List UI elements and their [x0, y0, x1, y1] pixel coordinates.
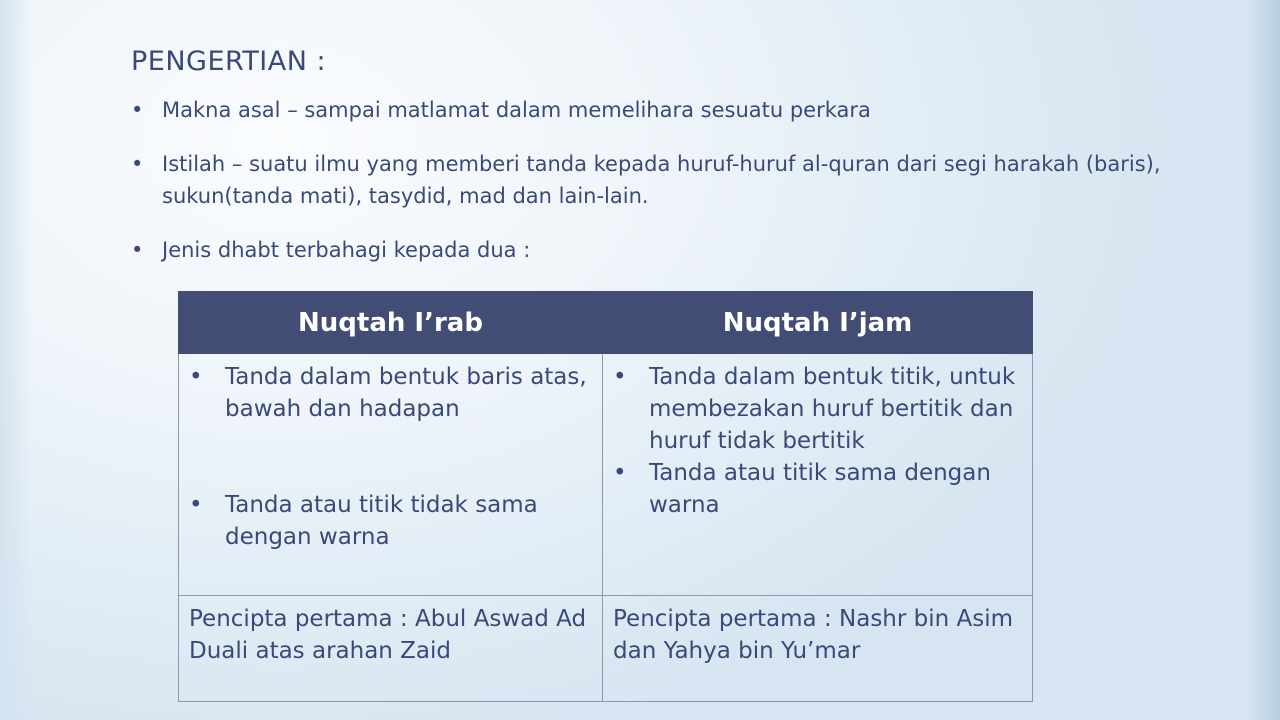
- table-header-row: [179, 292, 1033, 354]
- bullet-dot: •: [613, 364, 627, 390]
- table-row-description: [179, 354, 1033, 596]
- bullet-text: Makna asal – sampai matlamat dalam memelihara sesuatu perkara: [162, 98, 871, 122]
- list-item: [613, 361, 1032, 457]
- cell-irab-creator: Pencipta pertama : Abul Aswad Ad Duali atas arahan Zaid: [179, 596, 603, 702]
- list-item-text: Tanda atau titik sama dengan warna: [649, 460, 991, 518]
- slide-right-edge: [1246, 0, 1280, 720]
- bullet-item-istilah: [131, 148, 1191, 212]
- list-item-text: Tanda dalam bentuk titik, untuk membezakan huruf bertitik dan huruf tidak bertitik: [649, 364, 1016, 454]
- comparison-table: [178, 291, 1033, 702]
- cell-ijam-description: [603, 354, 1033, 596]
- list-item-text: Tanda atau titik tidak sama dengan warna: [225, 492, 538, 550]
- cell-ijam-creator: Pencipta pertama : Nashr bin Asim dan Yahya bin Yu’mar: [603, 596, 1033, 702]
- bullet-dot: •: [131, 238, 144, 262]
- bullet-text: Jenis dhabt terbahagi kepada dua :: [162, 238, 531, 262]
- list-item-text: Tanda dalam bentuk baris atas, bawah dan hadapan: [225, 364, 587, 422]
- bullet-dot: •: [131, 98, 144, 122]
- header-nuqtah-ijam: Nuqtah I’jam: [603, 292, 1033, 354]
- bullet-dot: •: [613, 460, 627, 486]
- bullet-item-makna-asal: [131, 94, 1191, 126]
- bullet-list: [131, 94, 1191, 288]
- list-item: [189, 361, 602, 425]
- cell-irab-description: [179, 354, 603, 596]
- irab-list: [179, 354, 602, 553]
- slide-left-edge: [0, 0, 32, 720]
- header-nuqtah-irab: Nuqtah I’rab: [179, 292, 603, 354]
- list-item: [189, 489, 602, 553]
- bullet-item-jenis-dhabt: [131, 234, 1191, 266]
- table-row-creator: [179, 596, 1033, 702]
- bullet-dot: •: [189, 492, 203, 518]
- slide-heading: PENGERTIAN :: [131, 46, 327, 77]
- bullet-text: Istilah – suatu ilmu yang memberi tanda kepada huruf-huruf al-quran dari segi harakah (baris), sukun(tanda mati), tasydid, mad dan lain-lain.: [162, 152, 1161, 208]
- ijam-list: [603, 354, 1032, 521]
- list-item: [613, 457, 1032, 521]
- bullet-dot: •: [131, 152, 144, 176]
- bullet-dot: •: [189, 364, 203, 390]
